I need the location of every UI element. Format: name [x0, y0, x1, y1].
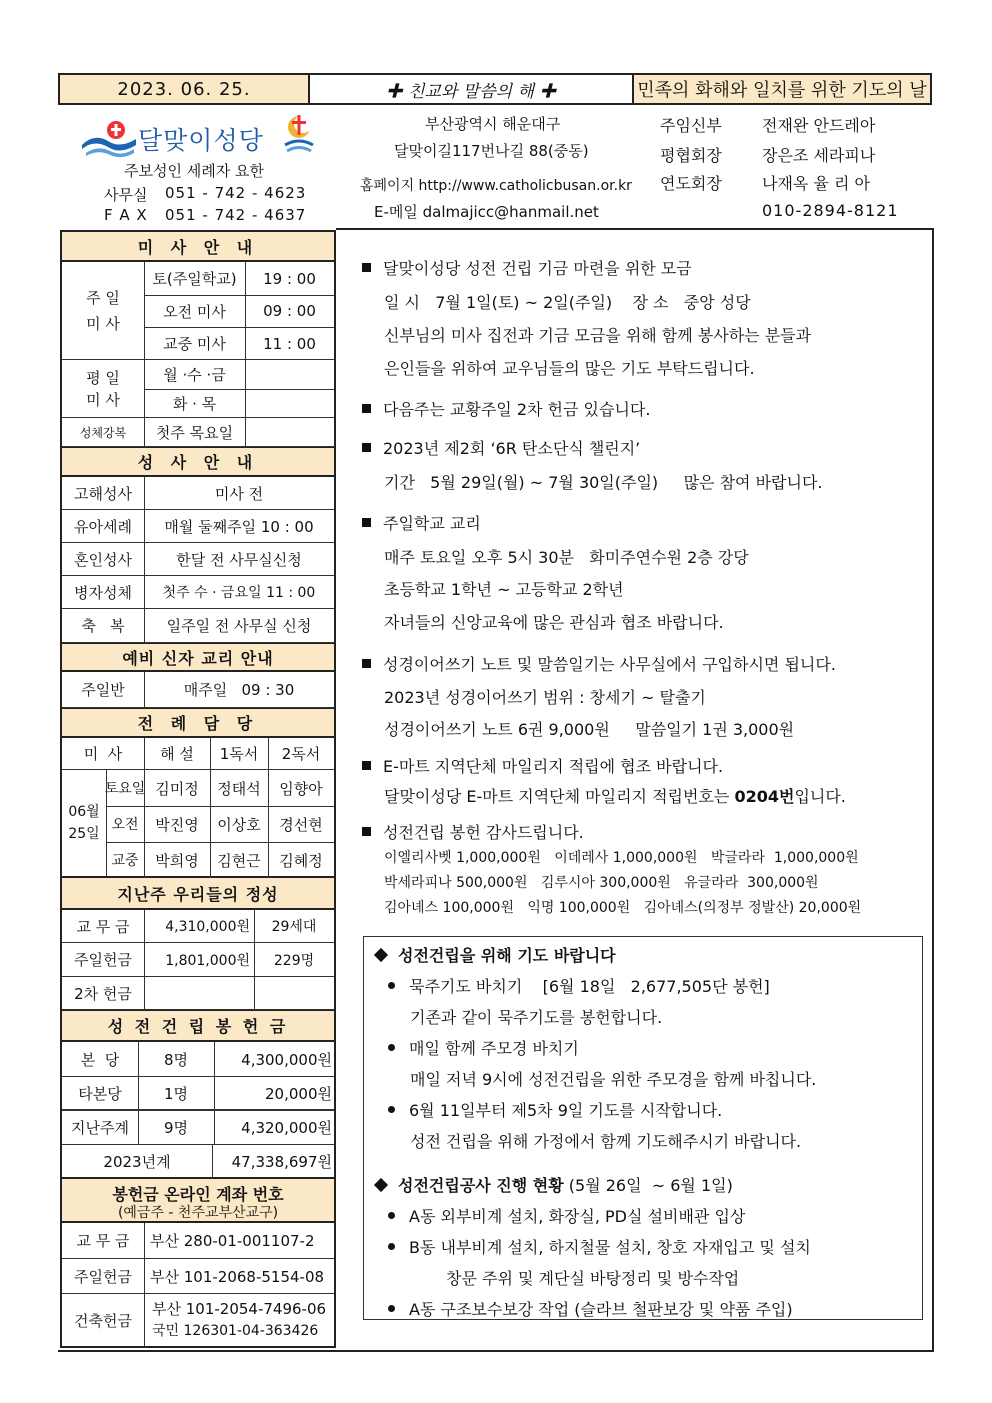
liturgy-reader-2: 김혜정 [279, 851, 323, 870]
notice-6-title: E-마트 지역단체 마일리지 적립에 협조 바랍니다. [362, 754, 723, 777]
year-theme: ✚ 친교와 말씀의 해 ✚ [310, 75, 632, 103]
accounts-title: 봉헌금 온라인 계좌 번호 [112, 1185, 284, 1204]
sunday-mass-group [62, 262, 334, 360]
liturgy-header: 1독서 [219, 745, 259, 763]
adoration-row [62, 418, 334, 447]
notice-3-title: 2023년 제2회 ‘6R 탄소단식 챌린지’ [362, 436, 640, 459]
sacrament-row [62, 609, 334, 643]
building-count: 9명 [163, 1119, 189, 1137]
sunday-mass-name: 오전 미사 [163, 302, 226, 321]
building-label: 지난주계 [71, 1119, 129, 1137]
email[interactable]: E-메일 dalmajicc@hanmail.net [374, 203, 599, 221]
address-line-2: 달맞이길117번나길 88(중동) [394, 142, 589, 160]
building-amount: 4,320,000원 [241, 1119, 332, 1137]
fax-label: F A X [104, 206, 148, 224]
bulletin-date: 2023. 06. 25. [60, 75, 310, 103]
notice-4-title: 주일학교 교리 [362, 511, 481, 534]
offering-label: 주일헌금 [74, 951, 132, 969]
liturgy-reader-1: 이상호 [217, 815, 261, 834]
fax-number: 051 - 742 - 4637 [165, 206, 307, 224]
account-number: 부산 280-01-001107-2 [150, 1232, 315, 1250]
liturgy-reader-2: 경선현 [279, 815, 323, 834]
account-label: 주일헌금 [74, 1267, 132, 1286]
prayer-item-sub: 기존과 같이 묵주기도를 봉헌합니다. [410, 1008, 663, 1027]
adoration-value: 첫주 목요일 [155, 423, 234, 442]
adoration-label: 성체강복 [79, 425, 127, 440]
building-section-title: 성 전 건 립 봉 헌 금 [62, 1010, 334, 1042]
notice-4-line: 자녀들의 신앙교육에 많은 관심과 협조 바랍니다. [384, 613, 724, 632]
staff-role-1: 주임신부 [660, 116, 722, 135]
catechumen-row [62, 672, 334, 708]
offering-row [62, 910, 334, 943]
prayer-item: 묵주기도 바치기 [6월 18일 2,677,505단 봉헌] [388, 974, 770, 997]
prayer-item-sub: 성전 건립을 위해 가정에서 함께 기도해주시기 바랍니다. [410, 1132, 802, 1151]
sacrament-value: 매월 둘째주일 10 : 00 [164, 517, 314, 536]
building-row [62, 1042, 334, 1077]
account-row [62, 1259, 334, 1294]
construction-item: A동 외부비계 설치, 화장실, PD실 설비배관 입상 [388, 1204, 745, 1227]
offering-amount [144, 977, 254, 1009]
offering-amount: 4,310,000원 [165, 919, 250, 935]
notice-6-line: 달맞이성당 E-마트 지역단체 마일리지 적립번호는 0204번입니다. [384, 787, 846, 806]
sacrament-value: 첫주 수 · 금요일 11 : 00 [162, 585, 316, 601]
liturgy-header-row [62, 738, 334, 770]
moon-emblem-icon [282, 111, 316, 155]
sacrament-row [62, 576, 334, 609]
sunday-mass-name: 교중 미사 [163, 335, 226, 353]
building-label: 본 당 [80, 1050, 120, 1069]
staff-name-3: 나재옥 율 리 아 [762, 174, 870, 193]
building-total-amount: 47,338,697원 [231, 1152, 332, 1171]
catechumen-label: 주일반 [81, 681, 125, 699]
sacrament-section-title: 성 사 안 내 [62, 447, 334, 477]
catechumen-section-title: 예비 신자 교리 안내 [62, 643, 334, 672]
liturgy-reader-2: 임향아 [279, 779, 323, 798]
sacrament-label: 혼인성사 [74, 550, 132, 569]
construction-title: 성전건립공사 진행 현황 (5월 26일 ~ 6월 1일) [374, 1173, 733, 1196]
building-label: 타본당 [78, 1084, 122, 1103]
offering-section-title: 지난주 우리들의 정성 [62, 878, 334, 910]
account-number: 국민 126301-04-363426 [152, 1323, 319, 1339]
notice-1-line: 일 시 7월 1일(토) ~ 2일(주일) 장 소 중앙 성당 [384, 293, 751, 312]
offering-label: 교 무 금 [76, 917, 130, 936]
offering-row [62, 943, 334, 977]
building-count: 1명 [163, 1084, 189, 1103]
construction-item-sub: 창문 주위 및 계단실 바탕정리 및 방수작업 [446, 1269, 740, 1288]
notice-5-line: 2023년 성경이어쓰기 범위 : 창세기 ~ 탈출기 [384, 688, 706, 707]
sacrament-label: 고해성사 [74, 484, 132, 503]
patron: 주보성인 세례자 요한 [124, 162, 264, 180]
liturgy-row [106, 806, 334, 843]
account-label: 건축헌금 [74, 1311, 132, 1330]
notice-5-line: 성경이어쓰기 노트 6권 9,000원 말씀일기 1권 3,000원 [384, 720, 795, 739]
weekday-mass-days: 화 · 목 [172, 395, 217, 413]
liturgy-mass: 오전 [111, 817, 139, 833]
prayer-item: 매일 함께 주모경 바치기 [388, 1036, 579, 1059]
parish-logo [80, 117, 320, 161]
address-line-1: 부산광역시 해운대구 [425, 115, 561, 133]
sacrament-value: 미사 전 [214, 484, 264, 503]
notice-1-line: 신부님의 미사 집전과 기금 모금을 위해 함께 봉사하는 분들과 [384, 326, 812, 345]
wave-logo-icon [80, 119, 138, 159]
construction-item: B동 내부비계 설치, 하지철물 설치, 창호 자재입고 및 설치 [388, 1235, 811, 1258]
parish-name: 달맞이성당 [138, 126, 264, 155]
header-bar [58, 73, 932, 105]
offering-count: 29세대 [271, 919, 317, 935]
account-number: 부산 101-2054-7496-06 [152, 1300, 327, 1318]
liturgy-section-title: 전 례 담 당 [62, 708, 334, 738]
accounts-subtitle: (예금주 - 천주교부산교구) [117, 1205, 279, 1221]
office-phone: 051 - 742 - 4623 [165, 184, 307, 202]
prayer-item-sub: 매일 저녁 9시에 성전건립을 위한 주모경을 함께 바칩니다. [410, 1070, 817, 1089]
weekday-mass-days: 월 ·수 ·금 [163, 366, 226, 384]
catechumen-value: 매주일 09 : 30 [183, 681, 295, 699]
account-number: 부산 101-2068-5154-08 [150, 1267, 325, 1286]
offering-amount: 1,801,000원 [165, 952, 250, 969]
account-label: 교 무 금 [76, 1232, 130, 1250]
contact-phone: 010-2894-8121 [762, 201, 899, 220]
notice-1-title: 달맞이성당 성전 건립 기금 마련을 위한 모금 [362, 256, 692, 279]
offering-count: 229명 [273, 952, 315, 969]
liturgy-header: 미 사 [83, 745, 123, 763]
liturgy-reader-1: 김현근 [217, 851, 261, 870]
staff-role-2: 평협회장 [660, 146, 722, 165]
prayer-title: 성전건립을 위해 기도 바랍니다 [374, 943, 616, 966]
staff-name-2: 장은조 세라피나 [762, 146, 876, 165]
notice-7-title: 성전건립 봉헌 감사드립니다. [362, 820, 584, 843]
offering-row [62, 977, 334, 1010]
sunday-mass-time: 19 : 00 [263, 269, 316, 288]
liturgy-mass: 토요일 [104, 781, 146, 797]
sacrament-label: 유아세례 [74, 517, 132, 536]
sunday-mass-label: 주 일 미 사 [86, 288, 120, 333]
donor-line: 이엘리사벳 1,000,000원 이데레사 1,000,000원 박글라라 1,000,000원 [384, 850, 859, 866]
sacrament-value: 한달 전 사무실신청 [176, 550, 302, 569]
notice-3-line: 기간 5월 29일(월) ~ 7월 30일(주일) 많은 참여 바랍니다. [384, 473, 823, 492]
building-row [62, 1077, 334, 1110]
homepage[interactable]: 홈페이지 http://www.catholicbusan.or.kr [360, 178, 632, 194]
liturgy-commentator: 김미정 [155, 779, 199, 798]
notice-5-title: 성경이어쓰기 노트 및 말씀일기는 사무실에서 구입하시면 됩니다. [362, 652, 836, 675]
liturgy-header: 2독서 [281, 745, 321, 763]
sunday-mass-name: 토(주일학교) [152, 270, 237, 288]
liturgy-header: 해 설 [160, 745, 194, 763]
weekday-mass-label: 평 일 미 사 [86, 368, 120, 409]
sacrament-label: 병자성체 [74, 583, 132, 602]
offering-label: 2차 헌금 [74, 984, 132, 1003]
building-count: 8명 [163, 1050, 189, 1069]
sunday-mass-time: 11 : 00 [263, 334, 316, 353]
liturgy-commentator: 박희영 [155, 851, 199, 870]
staff-name-1: 전재완 안드레아 [762, 116, 876, 135]
liturgy-row [106, 770, 334, 807]
liturgy-row [106, 842, 334, 878]
donor-line: 김아녜스 100,000원 익명 100,000원 김아녜스(의정부 정발산) 20,000원 [384, 900, 862, 916]
sacrament-value: 일주일 전 사무실 신청 [166, 617, 312, 635]
bottom-divider [58, 1350, 934, 1352]
liturgy-body [62, 770, 334, 878]
sacrament-label: 축 복 [81, 617, 125, 635]
accounts-section-title [62, 1179, 334, 1223]
staff-role-3: 연도회장 [660, 174, 722, 193]
office-phone-label: 사무실 [104, 186, 148, 204]
sunday-mass-time: 09 : 00 [263, 302, 316, 320]
building-total-label: 2023년계 [103, 1152, 171, 1171]
day-theme: 민족의 화해와 일치를 위한 기도의 날 [632, 75, 930, 103]
weekday-mass-group [62, 360, 334, 418]
construction-item: A동 구조보수보강 작업 (슬라브 철판보강 및 약품 주입) [388, 1297, 793, 1320]
sacrament-row [62, 510, 334, 543]
donor-line: 박세라피나 500,000원 김루시아 300,000원 유글라라 300,000원 [384, 875, 819, 891]
notice-4-line: 초등학교 1학년 ~ 고등학교 2학년 [384, 580, 624, 599]
left-info-table [60, 230, 336, 1348]
building-amount: 4,300,000원 [241, 1050, 332, 1069]
liturgy-reader-1: 정태석 [217, 779, 261, 798]
sacrament-row [62, 477, 334, 510]
account-row [62, 1223, 334, 1259]
liturgy-mass: 교중 [111, 853, 139, 869]
building-row [62, 1110, 334, 1145]
notice-2: 다음주는 교황주일 2차 헌금 있습니다. [362, 397, 650, 420]
offering-count [254, 977, 334, 1009]
account-row [62, 1294, 334, 1346]
prayer-item: 6월 11일부터 제5차 9일 기도를 시작합니다. [388, 1098, 722, 1121]
sacrament-row [62, 543, 334, 576]
mass-section-title: 미 사 안 내 [62, 232, 334, 262]
liturgy-date: 06월 25일 [68, 804, 100, 842]
building-total-row [62, 1145, 334, 1179]
notice-4-line: 매주 토요일 오후 5시 30분 화미주연수원 2층 강당 [384, 548, 749, 567]
notice-1-line: 은인들을 위하여 교우님들의 많은 기도 부탁드립니다. [384, 359, 755, 378]
liturgy-commentator: 박진영 [155, 815, 199, 834]
building-amount: 20,000원 [265, 1084, 332, 1103]
